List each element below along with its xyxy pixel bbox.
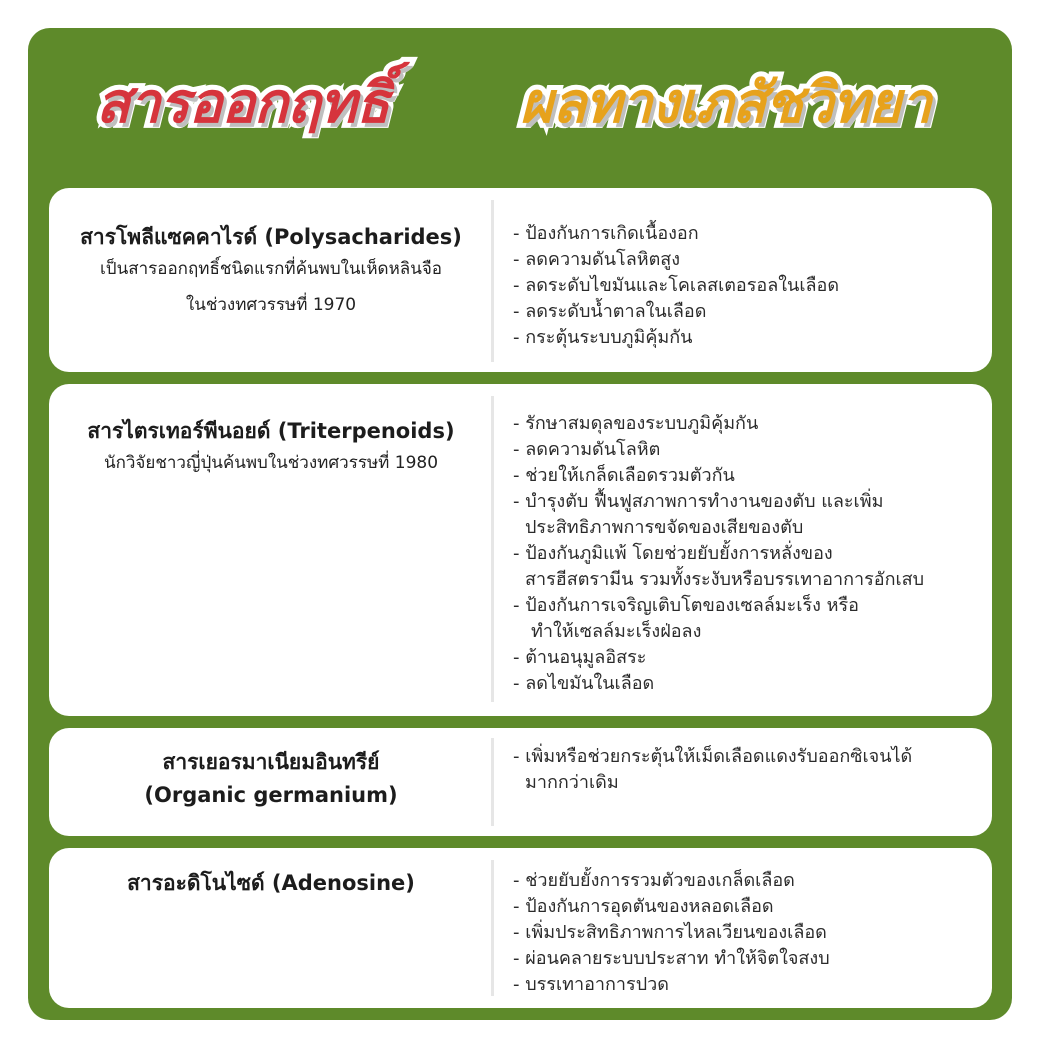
compound-description-line: ในช่วงทศวรรษที่ 1970 <box>185 295 357 315</box>
effect-item: - ป้องกันการเจริญเติบโตของเซลล์มะเร็ง หรือ <box>513 595 859 616</box>
row-organic-germanium <box>49 728 992 836</box>
effect-item-continuation: มากกว่าเดิม <box>525 772 619 793</box>
effect-item: - ช่วยให้เกล็ดเลือดรวมตัวกัน <box>513 465 735 486</box>
compound-cell <box>49 868 493 898</box>
effects-list <box>513 221 983 351</box>
column-divider <box>491 200 494 362</box>
column-divider <box>491 396 494 702</box>
compound-title: สารโพลีแซคคาไรด์ (Polysacharides) <box>80 225 462 249</box>
active-compounds-heading: สารออกฤทธิ์ <box>96 71 389 136</box>
effect-item-continuation: สารฮีสตรามีน รวมทั้งระงับหรือบรรเทาอาการอักเสบ <box>525 569 925 590</box>
main-panel <box>28 28 1012 1020</box>
effect-item: - ป้องกันภูมิแพ้ โดยช่วยยับยั้งการหลั่งของ <box>513 543 833 564</box>
effects-list <box>513 411 983 697</box>
effect-item: - บำรุงตับ ฟื้นฟูสภาพการทำงานของตับ และเพิ่ม <box>513 491 884 512</box>
row-triterpenoids <box>49 384 992 716</box>
compound-description-line: เป็นสารออกฤทธิ์ชนิดแรกที่ค้นพบในเห็ดหลินจือ <box>99 259 443 279</box>
compound-title: สารเยอรมาเนียมอินทรีย์ <box>162 750 380 774</box>
column-divider <box>491 860 494 996</box>
pharmacological-effects-heading: ผลทางเภสัชวิทยา <box>520 71 931 136</box>
effect-item-continuation: ทำให้เซลล์มะเร็งฝ่อลง <box>531 621 702 642</box>
compound-title: สารไตรเทอร์พีนอยด์ (Triterpenoids) <box>87 419 455 443</box>
effect-item: - รักษาสมดุลของระบบภูมิคุ้มกัน <box>513 413 759 434</box>
row-adenosine <box>49 848 992 1008</box>
row-polysaccharides <box>49 188 992 372</box>
compound-cell <box>49 746 493 812</box>
compound-description-line: นักวิจัยชาวญี่ปุ่นค้นพบในช่วงทศวรรษที่ 1980 <box>103 453 439 473</box>
compound-cell <box>49 416 493 481</box>
effects-list <box>513 868 983 998</box>
effect-item-continuation: ประสิทธิภาพการขจัดของเสียของตับ <box>525 517 804 538</box>
compound-title-english: (Organic germanium) <box>144 783 398 807</box>
column-divider <box>491 738 494 826</box>
effect-item: - ช่วยยับยั้งการรวมตัวของเกล็ดเลือด <box>513 870 795 891</box>
effect-item: - ลดความดันโลหิต <box>513 439 661 460</box>
effect-item: - เพิ่มประสิทธิภาพการไหลเวียนของเลือด <box>513 922 827 943</box>
effect-item: - ลดระดับน้ำตาลในเลือด <box>513 301 707 322</box>
compound-title: สารอะดิโนไซด์ (Adenosine) <box>127 871 415 895</box>
effect-item: - เพิ่มหรือช่วยกระตุ้นให้เม็ดเลือดแดงรับออกซิเจนได้ <box>513 746 913 767</box>
effect-item: - กระตุ้นระบบภูมิคุ้มกัน <box>513 327 693 348</box>
effect-item: - ป้องกันการอุดตันของหลอดเลือด <box>513 896 774 917</box>
effect-item: - ต้านอนุมูลอิสระ <box>513 647 647 668</box>
effect-item: - บรรเทาอาการปวด <box>513 974 669 995</box>
effect-item: - ผ่อนคลายระบบประสาท ทำให้จิตใจสงบ <box>513 948 830 969</box>
effect-item: - ป้องกันการเกิดเนื้องอก <box>513 223 699 244</box>
effect-item: - ลดระดับไขมันและโคเลสเตอรอลในเลือด <box>513 275 840 296</box>
effect-item: - ลดความดันโลหิตสูง <box>513 249 681 270</box>
effect-item: - ลดไขมันในเลือด <box>513 673 655 694</box>
compound-cell <box>49 222 493 323</box>
effects-list <box>513 744 983 796</box>
